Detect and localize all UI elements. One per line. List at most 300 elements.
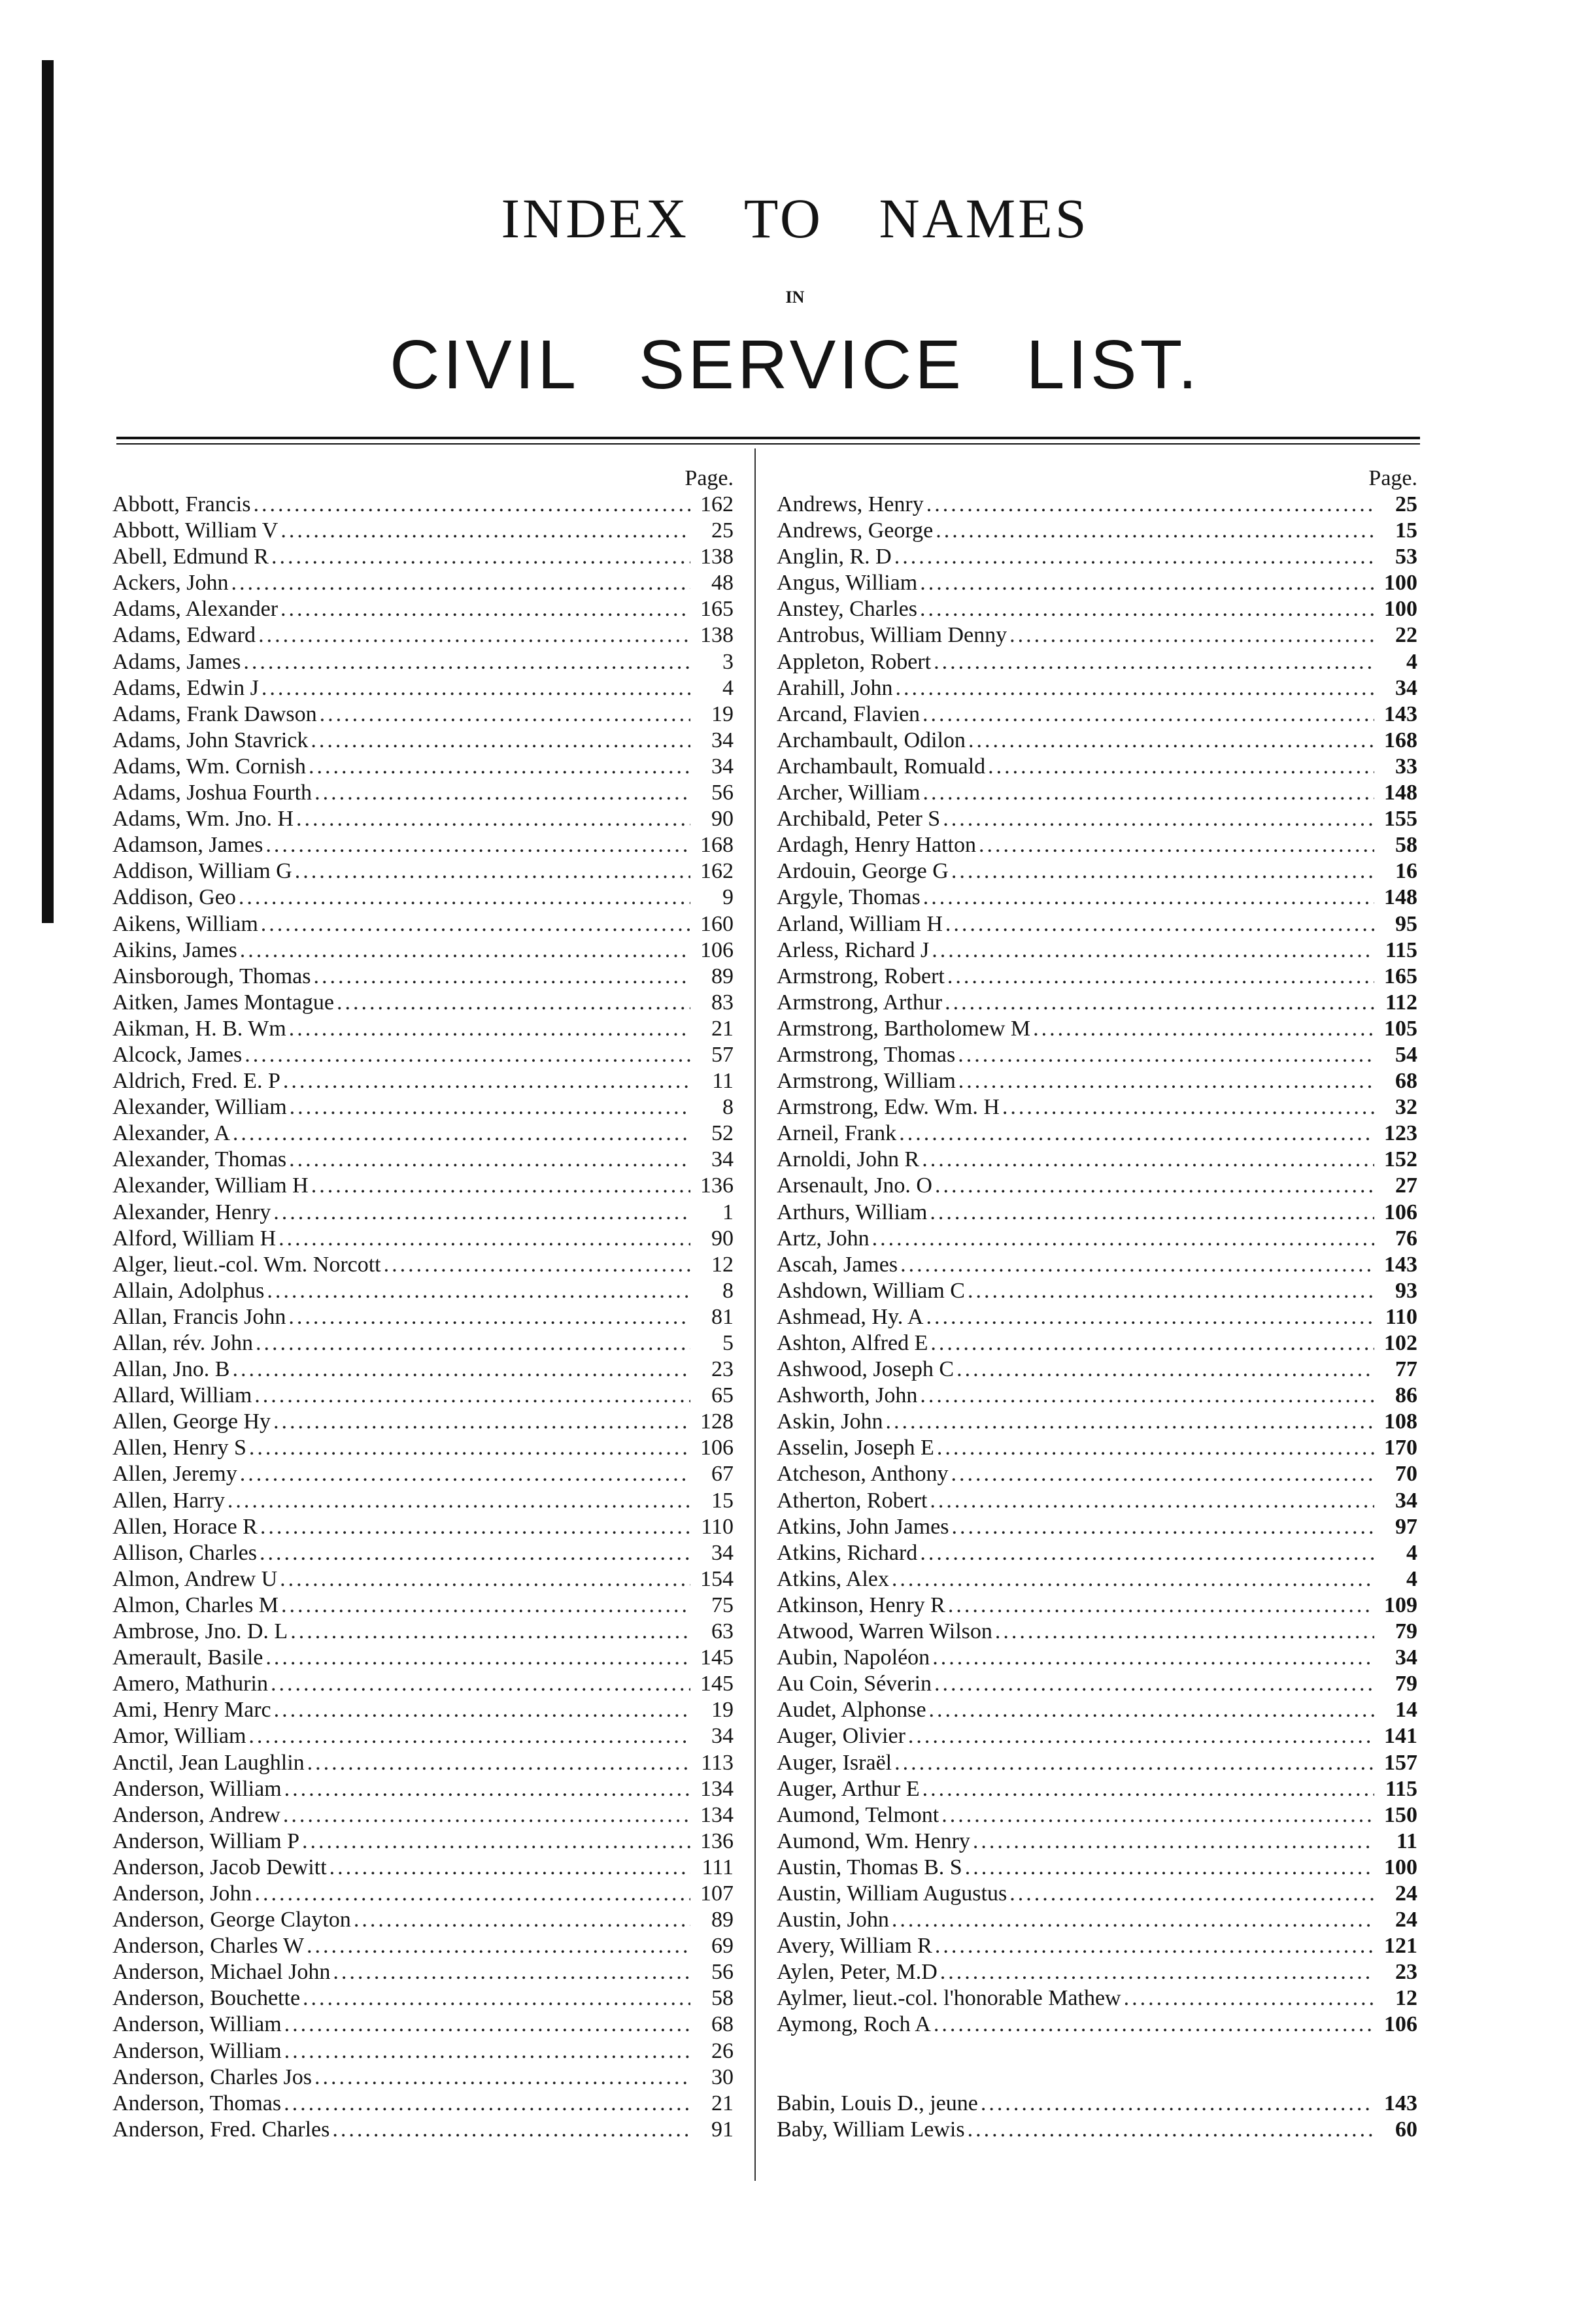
index-entry bbox=[112, 1461, 734, 1487]
index-entry bbox=[777, 1855, 1417, 1881]
leader-dots bbox=[333, 1959, 690, 1985]
entry-name: Anderson, Charles Jos bbox=[112, 2064, 313, 2089]
leader-dots bbox=[311, 728, 690, 754]
index-entry bbox=[112, 622, 734, 648]
entry-page-number: 162 bbox=[700, 859, 734, 884]
entry-name: Ashmead, Hy. A bbox=[777, 1304, 924, 1329]
leader-dots bbox=[968, 2117, 1374, 2143]
entry-page-number: 95 bbox=[1395, 911, 1417, 936]
entry-page-number: 34 bbox=[711, 728, 734, 752]
index-entry bbox=[112, 1252, 734, 1278]
index-entry bbox=[777, 1671, 1417, 1697]
index-entry bbox=[112, 1226, 734, 1252]
entry-page-number: 19 bbox=[711, 1698, 734, 1723]
entry-name: Armstrong, Thomas bbox=[777, 1042, 956, 1067]
leader-dots bbox=[934, 2012, 1374, 2038]
index-entry bbox=[777, 1592, 1417, 1619]
entry-name: Ackers, John bbox=[112, 571, 229, 596]
index-entry bbox=[112, 780, 734, 806]
leader-dots bbox=[885, 1409, 1374, 1435]
entry-name: Ashwood, Joseph C bbox=[777, 1357, 955, 1382]
index-entry bbox=[777, 1514, 1417, 1540]
entry-page-number: 68 bbox=[1395, 1069, 1417, 1094]
entry-page-number: 113 bbox=[701, 1750, 734, 1775]
leader-dots bbox=[309, 754, 690, 780]
index-entry bbox=[112, 1959, 734, 1985]
index-entry bbox=[777, 1252, 1417, 1278]
leader-dots bbox=[920, 570, 1374, 596]
entry-page-number: 12 bbox=[711, 1252, 734, 1277]
entry-page-number: 97 bbox=[1395, 1514, 1417, 1539]
entry-page-number: 136 bbox=[700, 1173, 734, 1198]
entry-name: Anderson, Michael John bbox=[112, 1960, 331, 1985]
leader-dots bbox=[280, 596, 690, 622]
leader-dots bbox=[947, 964, 1374, 990]
index-entry bbox=[777, 649, 1417, 675]
entry-page-number: 21 bbox=[711, 1016, 734, 1041]
index-entry bbox=[112, 1514, 734, 1540]
index-entry bbox=[777, 1488, 1417, 1514]
leader-dots bbox=[935, 1173, 1374, 1199]
entry-name: Adams, Frank Dawson bbox=[112, 701, 317, 726]
entry-name: Alexander, Thomas bbox=[112, 1147, 287, 1172]
entry-name: Adams, James bbox=[112, 649, 241, 674]
entry-name: Almon, Charles M bbox=[112, 1592, 279, 1617]
index-entry bbox=[112, 1750, 734, 1776]
entry-page-number: 25 bbox=[711, 518, 734, 543]
entry-name: Allen, Henry S bbox=[112, 1436, 246, 1460]
entry-page-number: 170 bbox=[1384, 1436, 1417, 1460]
index-entry bbox=[112, 1828, 734, 1855]
index-entry bbox=[112, 884, 734, 911]
leader-dots bbox=[254, 492, 690, 518]
entry-name: Appleton, Robert bbox=[777, 649, 932, 674]
entry-name: Austin, William Augustus bbox=[777, 1881, 1007, 1906]
entry-page-number: 128 bbox=[700, 1409, 734, 1434]
entry-name: Andrews, Henry bbox=[777, 492, 924, 516]
entry-name: Archibald, Peter S bbox=[777, 807, 941, 832]
leader-dots bbox=[937, 1435, 1374, 1461]
index-entry bbox=[777, 1697, 1417, 1723]
leader-dots bbox=[922, 780, 1374, 806]
leader-dots bbox=[979, 832, 1374, 858]
entry-page-number: 63 bbox=[711, 1619, 734, 1644]
entry-page-number: 11 bbox=[712, 1069, 734, 1094]
entry-name: Angus, William bbox=[777, 571, 918, 596]
leader-dots bbox=[968, 728, 1374, 754]
entry-page-number: 25 bbox=[1395, 492, 1417, 516]
entry-page-number: 165 bbox=[1384, 964, 1417, 988]
section-gap bbox=[777, 2038, 1417, 2091]
entry-name: Andrews, George bbox=[777, 518, 934, 543]
entry-page-number: 91 bbox=[711, 2117, 734, 2142]
index-entry bbox=[777, 1750, 1417, 1776]
entry-page-number: 58 bbox=[711, 1986, 734, 2011]
index-entry bbox=[112, 649, 734, 675]
entry-name: Ambrose, Jno. D. L bbox=[112, 1619, 288, 1644]
entry-page-number: 100 bbox=[1384, 1855, 1417, 1879]
index-entry bbox=[777, 1907, 1417, 1933]
entry-page-number: 106 bbox=[1384, 1200, 1417, 1224]
entry-name: Adams, Edwin J bbox=[112, 675, 259, 700]
entry-name: Baby, William Lewis bbox=[777, 2117, 965, 2142]
leader-dots bbox=[896, 675, 1374, 701]
entry-page-number: 162 bbox=[700, 492, 734, 516]
entry-page-number: 30 bbox=[711, 2064, 734, 2089]
index-entry bbox=[112, 518, 734, 544]
index-entry bbox=[777, 1566, 1417, 1592]
index-entry bbox=[777, 1147, 1417, 1173]
leader-dots bbox=[284, 2012, 690, 2038]
entry-page-number: 108 bbox=[1384, 1409, 1417, 1434]
entry-page-number: 106 bbox=[1384, 2012, 1417, 2037]
leader-dots bbox=[981, 2091, 1374, 2117]
index-entry bbox=[112, 1094, 734, 1120]
index-entry bbox=[777, 1278, 1417, 1304]
index-entry bbox=[777, 1226, 1417, 1252]
entry-page-number: 56 bbox=[711, 781, 734, 805]
entry-page-number: 9 bbox=[722, 885, 734, 910]
entry-name: Armstrong, Arthur bbox=[777, 990, 943, 1015]
header-rule-thin bbox=[116, 443, 1420, 445]
leader-dots bbox=[930, 1200, 1374, 1226]
leader-dots bbox=[920, 1540, 1374, 1566]
entry-name: Aldrich, Fred. E. P bbox=[112, 1069, 280, 1094]
index-entry bbox=[777, 728, 1417, 754]
leader-dots bbox=[254, 1881, 690, 1907]
index-entry bbox=[112, 492, 734, 518]
entry-name: Austin, John bbox=[777, 1908, 889, 1932]
leader-dots bbox=[273, 1409, 690, 1435]
entry-name: Ashton, Alfred E bbox=[777, 1331, 928, 1355]
entry-name: Aylmer, lieut.-col. l'honorable Mathew bbox=[777, 1986, 1121, 2011]
index-entry bbox=[777, 1461, 1417, 1487]
entry-page-number: 168 bbox=[1384, 728, 1417, 752]
entry-page-number: 54 bbox=[1395, 1042, 1417, 1067]
leader-dots bbox=[1124, 1985, 1374, 2012]
entry-page-number: 123 bbox=[1384, 1121, 1417, 1146]
entry-page-number: 106 bbox=[700, 1436, 734, 1460]
entry-name: Anderson, Andrew bbox=[112, 1802, 280, 1827]
index-entry bbox=[777, 1330, 1417, 1356]
entry-page-number: 165 bbox=[700, 597, 734, 622]
entry-name: Armstrong, Robert bbox=[777, 964, 945, 988]
entry-name: Allan, Francis John bbox=[112, 1304, 286, 1329]
leader-dots bbox=[934, 1671, 1374, 1697]
entry-page-number: 4 bbox=[722, 675, 734, 700]
index-entry bbox=[777, 492, 1417, 518]
index-entry bbox=[112, 1592, 734, 1619]
entry-name: Alexander, A bbox=[112, 1121, 230, 1146]
entry-page-number: 11 bbox=[1396, 1828, 1417, 1853]
index-entry bbox=[777, 2012, 1417, 2038]
index-entry bbox=[112, 1985, 734, 2012]
entry-page-number: 89 bbox=[711, 964, 734, 988]
index-entry bbox=[112, 1776, 734, 1802]
entry-name: Armstrong, William bbox=[777, 1069, 956, 1094]
entry-page-number: 34 bbox=[711, 1147, 734, 1172]
index-entry bbox=[112, 2091, 734, 2117]
entry-name: Allen, Horace R bbox=[112, 1514, 258, 1539]
entry-name: Aylen, Peter, M.D bbox=[777, 1960, 938, 1985]
entry-name: Allen, Harry bbox=[112, 1488, 225, 1513]
entry-name: Anderson, Bouchette bbox=[112, 1986, 301, 2011]
leader-dots bbox=[232, 1356, 690, 1383]
entry-page-number: 145 bbox=[700, 1645, 734, 1670]
index-entry bbox=[112, 1173, 734, 1199]
entry-page-number: 110 bbox=[1385, 1304, 1417, 1329]
entry-name: Armstrong, Bartholomew M bbox=[777, 1016, 1031, 1041]
entry-page-number: 52 bbox=[711, 1121, 734, 1146]
entry-page-number: 22 bbox=[1395, 623, 1417, 648]
entry-name: Allison, Charles bbox=[112, 1540, 257, 1565]
leader-dots bbox=[892, 1566, 1374, 1592]
index-entry bbox=[112, 570, 734, 596]
entry-page-number: 24 bbox=[1395, 1908, 1417, 1932]
entry-name: Arnoldi, John R bbox=[777, 1147, 920, 1172]
entry-name: Allen, Jeremy bbox=[112, 1462, 237, 1487]
entry-name: Armstrong, Edw. Wm. H bbox=[777, 1095, 1000, 1120]
index-entry bbox=[112, 1802, 734, 1828]
entry-name: Allan, rév. John bbox=[112, 1331, 253, 1355]
entry-name: Alger, lieut.-col. Wm. Norcott bbox=[112, 1252, 381, 1277]
entry-page-number: 79 bbox=[1395, 1619, 1417, 1644]
index-entry bbox=[777, 1723, 1417, 1749]
entry-name: Atkins, Alex bbox=[777, 1566, 889, 1591]
leader-dots bbox=[295, 858, 690, 884]
leader-dots bbox=[908, 1723, 1374, 1749]
index-entry bbox=[112, 1907, 734, 1933]
index-entry bbox=[777, 1356, 1417, 1383]
index-entry bbox=[112, 1016, 734, 1042]
entry-name: Archambault, Romuald bbox=[777, 754, 986, 779]
leader-dots bbox=[267, 1278, 690, 1304]
entry-name: Aumond, Wm. Henry bbox=[777, 1828, 970, 1853]
entry-page-number: 57 bbox=[711, 1042, 734, 1067]
leader-dots bbox=[932, 937, 1374, 964]
entry-page-number: 68 bbox=[711, 2012, 734, 2037]
entry-page-number: 32 bbox=[1395, 1095, 1417, 1120]
entry-page-number: 155 bbox=[1384, 807, 1417, 832]
entry-name: Atkinson, Henry R bbox=[777, 1592, 945, 1617]
entry-name: Atcheson, Anthony bbox=[777, 1462, 949, 1487]
entry-name: Adams, Edward bbox=[112, 623, 256, 648]
leader-dots bbox=[258, 622, 690, 648]
leader-dots bbox=[284, 2038, 690, 2064]
leader-dots bbox=[900, 1252, 1374, 1278]
entry-page-number: 67 bbox=[711, 1462, 734, 1487]
entry-page-number: 145 bbox=[700, 1672, 734, 1696]
leader-dots bbox=[271, 544, 690, 570]
index-entry bbox=[112, 1304, 734, 1330]
entry-page-number: 34 bbox=[1395, 1488, 1417, 1513]
index-entry bbox=[777, 1828, 1417, 1855]
leader-dots bbox=[894, 544, 1374, 570]
leader-dots bbox=[948, 1592, 1374, 1619]
entry-page-number: 148 bbox=[1384, 885, 1417, 910]
index-entry bbox=[112, 1671, 734, 1697]
leader-dots bbox=[284, 2091, 690, 2117]
index-entry bbox=[112, 806, 734, 832]
leader-dots bbox=[945, 911, 1374, 937]
index-entry bbox=[112, 937, 734, 964]
entry-page-number: 8 bbox=[722, 1095, 734, 1120]
index-entry bbox=[777, 544, 1417, 570]
entry-name: Anderson, Thomas bbox=[112, 2091, 282, 2115]
leader-dots bbox=[240, 1461, 690, 1487]
leader-dots bbox=[899, 1120, 1374, 1147]
index-entry bbox=[112, 1855, 734, 1881]
index-entry bbox=[777, 570, 1417, 596]
entry-name: Anderson, William P bbox=[112, 1828, 300, 1853]
entry-page-number: 58 bbox=[1395, 833, 1417, 858]
leader-dots bbox=[940, 1959, 1374, 1985]
leader-dots bbox=[248, 1723, 690, 1749]
entry-page-number: 150 bbox=[1384, 1802, 1417, 1827]
leader-dots bbox=[262, 675, 690, 701]
leader-dots bbox=[951, 858, 1374, 884]
entry-name: Adamson, James bbox=[112, 833, 263, 858]
index-entry bbox=[112, 1435, 734, 1461]
entry-name: Arsenault, Jno. O bbox=[777, 1173, 932, 1198]
leader-dots bbox=[314, 780, 690, 806]
entry-name: Aitken, James Montague bbox=[112, 990, 334, 1015]
leader-dots bbox=[254, 1383, 690, 1409]
entry-name: Arahill, John bbox=[777, 675, 893, 700]
leader-dots bbox=[273, 1200, 690, 1226]
entry-name: Austin, Thomas B. S bbox=[777, 1855, 962, 1879]
leader-dots bbox=[283, 1802, 690, 1828]
entry-name: Anglin, R. D bbox=[777, 545, 892, 569]
entry-name: Aikins, James bbox=[112, 937, 237, 962]
entry-name: Alford, William H bbox=[112, 1226, 277, 1251]
leader-dots bbox=[945, 990, 1374, 1016]
leader-dots bbox=[384, 1252, 690, 1278]
entry-page-number: 34 bbox=[711, 1540, 734, 1565]
entry-page-number: 110 bbox=[701, 1514, 734, 1539]
leader-dots bbox=[320, 701, 690, 728]
index-entry bbox=[777, 1776, 1417, 1802]
entry-name: Anderson, Charles W bbox=[112, 1934, 305, 1959]
leader-dots bbox=[920, 596, 1374, 622]
entry-page-number: 148 bbox=[1384, 781, 1417, 805]
leader-dots bbox=[1009, 622, 1374, 648]
index-entry bbox=[777, 518, 1417, 544]
header-rule-thick bbox=[116, 437, 1420, 439]
index-entry bbox=[112, 2038, 734, 2064]
entry-page-number: 26 bbox=[711, 2038, 734, 2063]
index-entry bbox=[777, 1304, 1417, 1330]
leader-dots bbox=[239, 884, 690, 911]
index-entry bbox=[112, 701, 734, 728]
leader-dots bbox=[281, 1592, 690, 1619]
entry-name: Addison, William G bbox=[112, 859, 292, 884]
index-entry bbox=[112, 2012, 734, 2038]
entry-page-number: 107 bbox=[700, 1881, 734, 1906]
index-entry bbox=[112, 1697, 734, 1723]
leader-dots bbox=[1033, 1016, 1374, 1042]
entry-name: Ascah, James bbox=[777, 1252, 898, 1277]
leader-dots bbox=[288, 1304, 690, 1330]
entry-name: Anctil, Jean Laughlin bbox=[112, 1750, 305, 1775]
leader-dots bbox=[958, 1042, 1374, 1068]
index-entry bbox=[777, 780, 1417, 806]
entry-page-number: 102 bbox=[1384, 1331, 1417, 1355]
index-entry bbox=[777, 1619, 1417, 1645]
entry-name: Antrobus, William Denny bbox=[777, 623, 1007, 648]
leader-dots bbox=[936, 518, 1374, 544]
leader-dots bbox=[289, 1016, 690, 1042]
entry-page-number: 34 bbox=[711, 754, 734, 779]
index-entry bbox=[112, 1540, 734, 1566]
entry-page-number: 143 bbox=[1384, 2091, 1417, 2115]
entry-name: Arless, Richard J bbox=[777, 937, 930, 962]
entry-name: Anderson, John bbox=[112, 1881, 252, 1906]
entry-page-number: 56 bbox=[711, 1960, 734, 1985]
index-entry bbox=[112, 1120, 734, 1147]
entry-page-number: 90 bbox=[711, 1226, 734, 1251]
leader-dots bbox=[260, 1540, 690, 1566]
leader-dots bbox=[941, 1802, 1374, 1828]
entry-page-number: 100 bbox=[1384, 571, 1417, 596]
entry-page-number: 60 bbox=[1395, 2117, 1417, 2142]
entry-name: Atkins, Richard bbox=[777, 1540, 918, 1565]
entry-name: Asselin, Joseph E bbox=[777, 1436, 934, 1460]
entry-name: Anderson, George Clayton bbox=[112, 1908, 351, 1932]
leader-dots bbox=[337, 990, 690, 1016]
leader-dots bbox=[314, 2064, 690, 2091]
entry-name: Abbott, William V bbox=[112, 518, 279, 543]
leader-dots bbox=[307, 1933, 690, 1959]
entry-name: Abell, Edmund R bbox=[112, 545, 269, 569]
index-entry bbox=[777, 1409, 1417, 1435]
leader-dots bbox=[892, 1907, 1374, 1933]
leader-dots bbox=[926, 492, 1374, 518]
index-entry bbox=[777, 858, 1417, 884]
index-entry bbox=[112, 1619, 734, 1645]
entry-name: Au Coin, Séverin bbox=[777, 1672, 932, 1696]
entry-page-number: 76 bbox=[1395, 1226, 1417, 1251]
leader-dots bbox=[243, 649, 690, 675]
entry-page-number: 83 bbox=[711, 990, 734, 1015]
leader-dots bbox=[313, 964, 690, 990]
entry-page-number: 109 bbox=[1384, 1592, 1417, 1617]
leader-dots bbox=[296, 806, 690, 832]
entry-name: Anderson, William bbox=[112, 1776, 282, 1801]
entry-page-number: 143 bbox=[1384, 1252, 1417, 1277]
entry-page-number: 79 bbox=[1395, 1672, 1417, 1696]
index-entry bbox=[112, 1330, 734, 1356]
entry-page-number: 111 bbox=[702, 1855, 734, 1879]
entry-page-number: 4 bbox=[1406, 649, 1417, 674]
leader-dots bbox=[228, 1488, 690, 1514]
leader-dots bbox=[271, 1671, 690, 1697]
entry-name: Auger, Olivier bbox=[777, 1724, 905, 1749]
entry-page-number: 138 bbox=[700, 545, 734, 569]
leader-dots bbox=[290, 1619, 690, 1645]
entry-name: Auger, Israël bbox=[777, 1750, 892, 1775]
entry-name: Amor, William bbox=[112, 1724, 246, 1749]
entry-page-number: 4 bbox=[1406, 1566, 1417, 1591]
leader-dots bbox=[265, 832, 690, 858]
index-column-right bbox=[777, 465, 1417, 2143]
index-entry bbox=[777, 701, 1417, 728]
index-entry bbox=[777, 1068, 1417, 1094]
leader-dots bbox=[290, 1094, 690, 1120]
page-column-header: Page. bbox=[1368, 466, 1417, 490]
entry-name: Aymong, Roch A bbox=[777, 2012, 931, 2037]
entry-name: Anderson, Jacob Dewitt bbox=[112, 1855, 327, 1879]
